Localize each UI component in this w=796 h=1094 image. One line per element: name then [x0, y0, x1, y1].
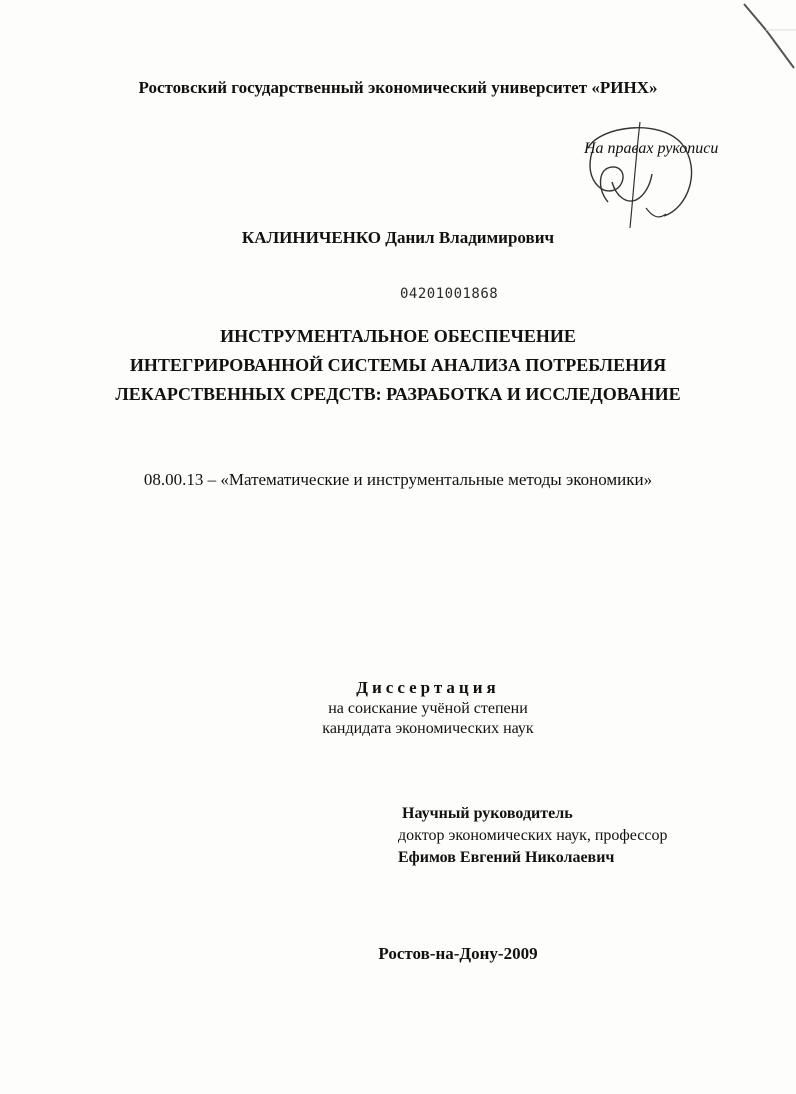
document-number: 04201001868: [400, 286, 499, 302]
manuscript-note: На правах рукописи: [584, 140, 719, 157]
handwritten-signature-icon: [560, 116, 710, 234]
page-corner-edge: [736, 0, 796, 70]
university-name: Ростовский государственный экономический университет «РИНХ»: [138, 78, 658, 97]
supervisor-name: Ефимов Евгений Николаевич: [398, 849, 615, 866]
city-year: Ростов-на-Дону-2009: [378, 944, 538, 963]
dissertation-label: Диссертация: [356, 678, 500, 697]
title-line: ИНТЕГРИРОВАННОЙ СИСТЕМЫ АНАЛИЗА ПОТРЕБЛЕНИЯ: [129, 355, 667, 375]
title-line: ИНСТРУМЕНТАЛЬНОЕ ОБЕСПЕЧЕНИЕ: [220, 326, 576, 346]
supervisor-credentials: доктор экономических наук, профессор: [398, 827, 668, 844]
author-name: КАЛИНИЧЕНКО Данил Владимирович: [241, 228, 555, 247]
degree-line-1: на соискание учёной степени: [328, 700, 528, 717]
supervisor-block: [398, 803, 668, 869]
specialty-code: 08.00.13 – «Математические и инструментальные методы экономики»: [143, 470, 653, 489]
title-line: ЛЕКАРСТВЕННЫХ СРЕДСТВ: РАЗРАБОТКА И ИССЛЕДОВАНИЕ: [115, 384, 681, 404]
degree-line-2: кандидата экономических наук: [322, 720, 534, 737]
supervisor-label: Научный руководитель: [402, 805, 573, 822]
dissertation-title: [0, 322, 796, 409]
